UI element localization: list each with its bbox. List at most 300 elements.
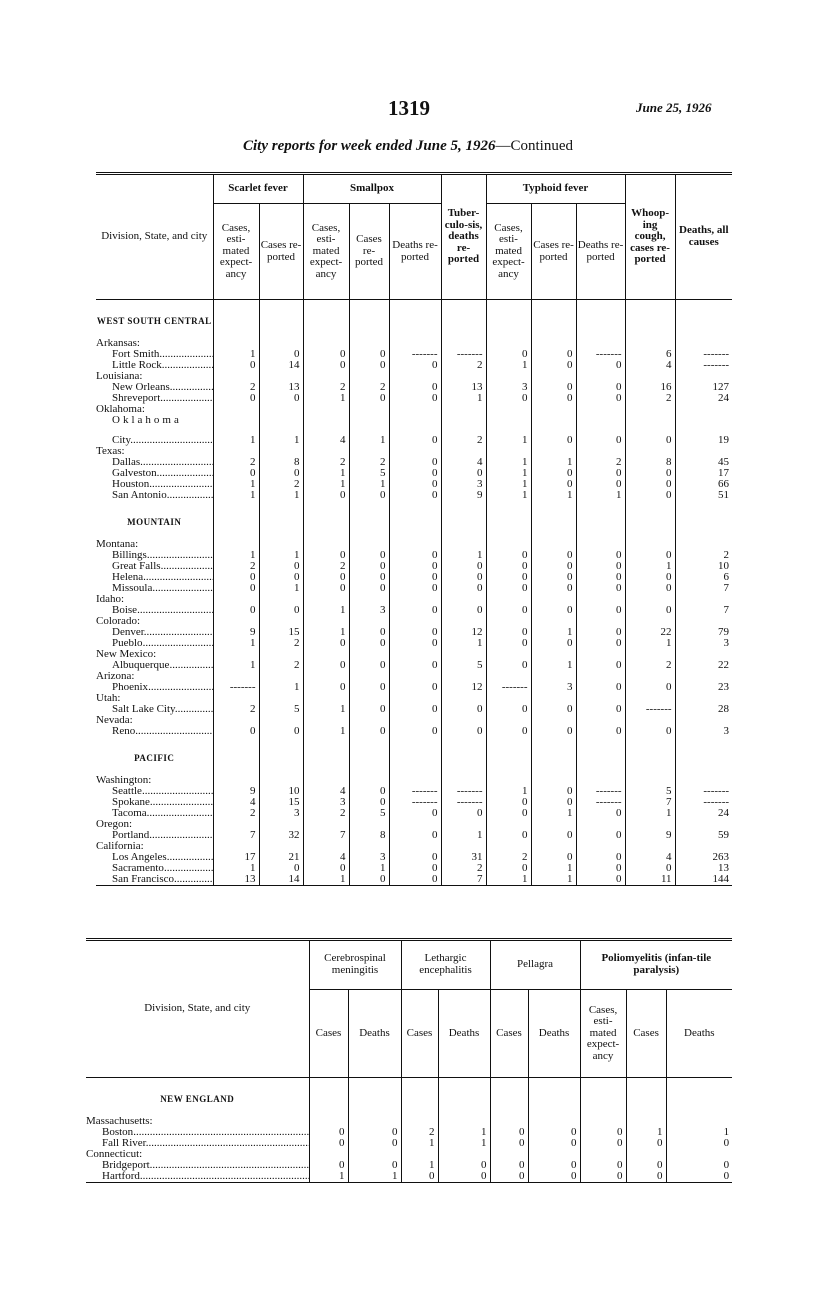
- value-cell: [389, 742, 441, 775]
- value-cell: 0: [441, 726, 486, 737]
- section-row: [96, 742, 732, 775]
- city-label: [96, 863, 213, 874]
- value-cell: [349, 305, 389, 338]
- value-cell: 0: [389, 874, 441, 886]
- row-label-text: Helena: [112, 572, 144, 583]
- polio-est-header: Cases, esti-mated expect-ancy: [580, 990, 626, 1078]
- value-cell: 0: [349, 660, 389, 671]
- value-cell: [531, 506, 576, 539]
- value-cell: 0: [213, 360, 259, 371]
- value-cell: 24: [675, 808, 732, 819]
- table-row: [96, 830, 732, 841]
- value-cell: 0: [531, 786, 576, 797]
- dot-leader: [161, 561, 213, 572]
- value-cell: 1: [349, 863, 389, 874]
- row-label-text: Boise: [112, 605, 138, 616]
- row-label-text: Houston: [112, 479, 150, 490]
- value-cell: 0: [309, 1138, 348, 1149]
- value-cell: 31: [441, 852, 486, 863]
- dot-leader: [143, 638, 213, 649]
- row-label-text: Spokane: [112, 797, 150, 808]
- state-row: [96, 715, 732, 726]
- value-cell: 0: [486, 808, 531, 819]
- value-cell: 0: [349, 726, 389, 737]
- value-cell: 6: [675, 572, 732, 583]
- value-cell: [303, 404, 349, 415]
- value-cell: 0: [576, 572, 625, 583]
- state-label: [96, 371, 213, 382]
- value-cell: 0: [666, 1171, 732, 1183]
- city-label: [96, 393, 213, 404]
- pellagra-header: Pellagra: [490, 940, 580, 990]
- value-cell: 59: [675, 830, 732, 841]
- row-label-text: Utah:: [96, 693, 121, 704]
- value-cell: 0: [528, 1160, 580, 1171]
- value-cell: 0: [389, 627, 441, 638]
- value-cell: 0: [528, 1138, 580, 1149]
- city-reports-table-upper: [96, 172, 732, 886]
- state-label: [96, 841, 213, 852]
- value-cell: [309, 1083, 348, 1116]
- value-cell: 144: [675, 874, 732, 886]
- value-cell: 1: [625, 638, 675, 649]
- table-row: [96, 415, 732, 426]
- table-row: [96, 726, 732, 737]
- row-label-text: Sacramento: [112, 863, 164, 874]
- value-cell: 9: [441, 490, 486, 501]
- value-cell: 0: [349, 797, 389, 808]
- value-cell: 0: [441, 583, 486, 594]
- value-cell: 0: [576, 830, 625, 841]
- value-cell: 1: [531, 627, 576, 638]
- value-cell: 2: [303, 808, 349, 819]
- value-cell: 0: [490, 1160, 528, 1171]
- value-cell: 0: [576, 660, 625, 671]
- value-cell: 7: [213, 830, 259, 841]
- value-cell: 1: [303, 726, 349, 737]
- value-cell: 1: [213, 479, 259, 490]
- value-cell: 0: [303, 682, 349, 693]
- value-cell: [213, 682, 259, 693]
- state-row: [96, 594, 732, 605]
- value-cell: [625, 305, 675, 338]
- value-cell: 0: [438, 1171, 490, 1183]
- value-cell: 0: [303, 349, 349, 360]
- value-cell: 1: [213, 490, 259, 501]
- dot-leader: [149, 830, 213, 841]
- value-cell: 1: [213, 349, 259, 360]
- row-label-text: Shreveport: [112, 393, 161, 404]
- value-cell: [625, 415, 675, 426]
- row-label-text: Fort Smith: [112, 349, 160, 360]
- value-cell: [675, 415, 732, 426]
- row-label-text: Oklahoma:: [96, 404, 145, 415]
- row-label-text: New Orleans: [112, 382, 170, 393]
- scarlet-rep-header: Cases re-ported: [259, 204, 303, 300]
- value-cell: 0: [531, 550, 576, 561]
- row-label-text: Pueblo: [112, 638, 143, 649]
- value-cell: 0: [348, 1160, 401, 1171]
- caption-continued: —Continued: [495, 138, 573, 154]
- value-cell: 0: [576, 638, 625, 649]
- value-cell: 0: [531, 852, 576, 863]
- value-cell: [531, 742, 576, 775]
- value-cell: 7: [675, 605, 732, 616]
- value-cell: 1: [259, 682, 303, 693]
- value-cell: 4: [213, 797, 259, 808]
- section-label: [96, 506, 213, 539]
- dot-leader: [137, 605, 213, 616]
- value-cell: 0: [576, 863, 625, 874]
- value-cell: 1: [531, 490, 576, 501]
- table-row: [96, 852, 732, 863]
- value-cell: [675, 404, 732, 415]
- value-cell: 1: [303, 627, 349, 638]
- section-row: [86, 1083, 732, 1116]
- city-label: [96, 360, 213, 371]
- value-cell: 0: [576, 605, 625, 616]
- dot-leader: [164, 863, 213, 874]
- value-cell: 1: [303, 479, 349, 490]
- state-row: [86, 1149, 732, 1160]
- value-cell: [576, 404, 625, 415]
- value-cell: 2: [213, 808, 259, 819]
- city-label: [96, 572, 213, 583]
- value-cell: 3: [675, 726, 732, 737]
- value-cell: [576, 506, 625, 539]
- polio-cases-header: Cases: [626, 990, 666, 1078]
- state-row: [96, 671, 732, 682]
- city-label: [96, 797, 213, 808]
- value-cell: 0: [576, 550, 625, 561]
- table-row: [86, 1127, 732, 1138]
- lethargic-deaths-header: Deaths: [438, 990, 490, 1078]
- row-label-text: Galveston: [112, 468, 157, 479]
- value-cell: 3: [259, 808, 303, 819]
- section-row: [96, 506, 732, 539]
- value-cell: 0: [486, 660, 531, 671]
- section-label: [86, 1083, 309, 1116]
- value-cell: 66: [675, 479, 732, 490]
- value-cell: 0: [576, 426, 625, 446]
- value-cell: 5: [349, 808, 389, 819]
- value-cell: 0: [389, 704, 441, 715]
- state-label: [96, 446, 213, 457]
- table-row: [96, 426, 732, 446]
- row-label-text: Fall River: [102, 1138, 146, 1149]
- value-cell: 1: [259, 426, 303, 446]
- value-cell: 17: [675, 468, 732, 479]
- poliomyelitis-header: Poliomyelitis (infan-tile paralysis): [580, 940, 732, 990]
- value-cell: 0: [349, 360, 389, 371]
- value-cell: 0: [531, 393, 576, 404]
- value-cell: 3: [486, 382, 531, 393]
- value-cell: 0: [389, 605, 441, 616]
- row-label-text: Oklahoma: [112, 415, 182, 426]
- city-label: [96, 382, 213, 393]
- row-label-text: Missoula: [112, 583, 153, 594]
- value-cell: 1: [401, 1160, 438, 1171]
- dot-leader: [147, 550, 213, 561]
- value-cell: 6: [625, 349, 675, 360]
- value-cell: 1: [438, 1127, 490, 1138]
- value-cell: 9: [625, 830, 675, 841]
- row-label-text: Denver: [112, 627, 144, 638]
- row-label-text: San Antonio: [112, 490, 167, 501]
- value-cell: 1: [486, 479, 531, 490]
- value-cell: 0: [389, 682, 441, 693]
- dot-leader: [149, 479, 213, 490]
- value-cell: [303, 742, 349, 775]
- value-cell: 0: [389, 457, 441, 468]
- value-cell: 1: [531, 863, 576, 874]
- value-cell: 1: [441, 393, 486, 404]
- value-cell: 1: [303, 874, 349, 886]
- typhoid-est-header: Cases, esti-mated expect-ancy: [486, 204, 531, 300]
- value-cell: 0: [490, 1138, 528, 1149]
- value-cell: 1: [531, 808, 576, 819]
- value-cell: 0: [486, 704, 531, 715]
- value-cell: 1: [626, 1127, 666, 1138]
- value-cell: 0: [625, 468, 675, 479]
- value-cell: 1: [531, 874, 576, 886]
- row-label-text: Salt Lake City: [112, 704, 175, 715]
- value-cell: 5: [259, 704, 303, 715]
- value-cell: 2: [401, 1127, 438, 1138]
- smallpox-deaths-header: Deaths re-ported: [389, 204, 441, 300]
- value-cell: 0: [531, 349, 576, 360]
- value-cell: 0: [576, 726, 625, 737]
- value-cell: 0: [486, 830, 531, 841]
- value-cell: [441, 305, 486, 338]
- city-label: [96, 638, 213, 649]
- value-cell: 1: [303, 704, 349, 715]
- row-label-text: San Francisco: [112, 874, 175, 885]
- dot-leader: [167, 852, 213, 863]
- value-cell: 0: [349, 874, 389, 886]
- table-row: [96, 349, 732, 360]
- value-cell: 0: [486, 863, 531, 874]
- value-cell: [625, 506, 675, 539]
- value-cell: 2: [441, 863, 486, 874]
- value-cell: 2: [259, 638, 303, 649]
- value-cell: [259, 506, 303, 539]
- value-cell: 0: [389, 583, 441, 594]
- table-row: [86, 1160, 732, 1171]
- city-label: [96, 550, 213, 561]
- row-label-text: Phoenix: [112, 682, 149, 693]
- city-label: [96, 704, 213, 715]
- value-cell: 1: [401, 1138, 438, 1149]
- value-cell: 0: [348, 1138, 401, 1149]
- value-cell: [531, 305, 576, 338]
- value-cell: 7: [625, 797, 675, 808]
- value-cell: 0: [666, 1160, 732, 1171]
- tuberculosis-header: Tuber-culo-sis, deaths re-ported: [441, 174, 486, 300]
- value-cell: [675, 360, 732, 371]
- value-cell: 0: [486, 638, 531, 649]
- state-row: [96, 649, 732, 660]
- value-cell: 2: [303, 457, 349, 468]
- cerebro-deaths-header: Deaths: [348, 990, 401, 1078]
- smallpox-rep-header: Cases re-ported: [349, 204, 389, 300]
- dot-leader: [143, 572, 213, 583]
- value-cell: 45: [675, 457, 732, 468]
- value-cell: 0: [349, 682, 389, 693]
- value-cell: 22: [625, 627, 675, 638]
- value-cell: [576, 742, 625, 775]
- value-cell: 0: [625, 726, 675, 737]
- value-cell: 2: [213, 561, 259, 572]
- value-cell: 0: [625, 682, 675, 693]
- value-cell: 0: [309, 1127, 348, 1138]
- row-label-text: Colorado:: [96, 616, 140, 627]
- value-cell: 19: [675, 426, 732, 446]
- dot-leader: [147, 808, 213, 819]
- value-cell: 10: [675, 561, 732, 572]
- section-label: [96, 305, 213, 338]
- value-cell: 1: [349, 479, 389, 490]
- value-cell: 0: [580, 1127, 626, 1138]
- value-cell: 0: [576, 382, 625, 393]
- dot-leader: [146, 1138, 309, 1149]
- row-label-text: Reno: [112, 726, 136, 737]
- table-row: [96, 874, 732, 886]
- value-cell: 9: [213, 627, 259, 638]
- value-cell: 4: [625, 852, 675, 863]
- division-header: Division, State, and city: [96, 174, 213, 300]
- value-cell: 0: [389, 660, 441, 671]
- value-cell: 2: [441, 360, 486, 371]
- value-cell: 8: [259, 457, 303, 468]
- value-cell: 0: [531, 572, 576, 583]
- value-cell: 15: [259, 627, 303, 638]
- dot-leader: [175, 704, 213, 715]
- value-cell: [349, 415, 389, 426]
- value-cell: [528, 1083, 580, 1116]
- state-label: [96, 671, 213, 682]
- value-cell: [486, 305, 531, 338]
- table-row: [96, 797, 732, 808]
- table1-body: [96, 300, 732, 886]
- row-label-text: New Mexico:: [96, 649, 157, 660]
- value-cell: 7: [441, 874, 486, 886]
- value-cell: 2: [486, 852, 531, 863]
- value-cell: 8: [625, 457, 675, 468]
- city-label: [96, 561, 213, 572]
- value-cell: 0: [349, 786, 389, 797]
- city-reports-table-lower: [86, 938, 732, 1183]
- value-cell: 0: [389, 572, 441, 583]
- value-cell: 0: [259, 863, 303, 874]
- state-row: [96, 446, 732, 457]
- value-cell: 0: [625, 550, 675, 561]
- value-cell: [625, 404, 675, 415]
- value-cell: 4: [303, 852, 349, 863]
- city-label: [96, 682, 213, 693]
- value-cell: 0: [441, 808, 486, 819]
- value-cell: [486, 415, 531, 426]
- value-cell: 13: [259, 382, 303, 393]
- row-label-text: Idaho:: [96, 594, 125, 605]
- value-cell: 10: [259, 786, 303, 797]
- value-cell: 1: [486, 490, 531, 501]
- value-cell: 0: [576, 468, 625, 479]
- value-cell: 1: [531, 660, 576, 671]
- value-cell: 5: [441, 660, 486, 671]
- value-cell: 0: [576, 808, 625, 819]
- value-cell: 0: [531, 605, 576, 616]
- value-cell: 17: [213, 852, 259, 863]
- value-cell: 2: [625, 393, 675, 404]
- value-cell: 1: [348, 1171, 401, 1183]
- value-cell: 0: [486, 572, 531, 583]
- value-cell: [213, 404, 259, 415]
- value-cell: 0: [580, 1138, 626, 1149]
- value-cell: 0: [213, 605, 259, 616]
- value-cell: 0: [576, 583, 625, 594]
- value-cell: 0: [490, 1127, 528, 1138]
- dot-leader: [159, 349, 213, 360]
- value-cell: 1: [441, 830, 486, 841]
- row-label-text: City: [112, 434, 131, 446]
- value-cell: 2: [213, 457, 259, 468]
- value-cell: 0: [531, 479, 576, 490]
- value-cell: 1: [486, 874, 531, 886]
- city-label: [96, 852, 213, 863]
- table-row: [96, 550, 732, 561]
- value-cell: 5: [625, 786, 675, 797]
- value-cell: 0: [486, 797, 531, 808]
- value-cell: 13: [441, 382, 486, 393]
- table-row: [96, 572, 732, 583]
- value-cell: 0: [389, 830, 441, 841]
- value-cell: 0: [349, 704, 389, 715]
- value-cell: 28: [675, 704, 732, 715]
- row-label-text: Los Angeles: [112, 852, 167, 863]
- section-row: [96, 305, 732, 338]
- typhoid-fever-header: Typhoid fever: [486, 174, 625, 204]
- value-cell: 11: [625, 874, 675, 886]
- value-cell: 0: [625, 479, 675, 490]
- value-cell: 0: [349, 638, 389, 649]
- value-cell: [401, 1083, 438, 1116]
- value-cell: 51: [675, 490, 732, 501]
- row-label-text: Billings: [112, 550, 147, 561]
- table-row: [96, 863, 732, 874]
- value-cell: [675, 305, 732, 338]
- dot-leader: [150, 1160, 309, 1171]
- value-cell: 0: [259, 561, 303, 572]
- value-cell: [349, 742, 389, 775]
- table-row: [96, 382, 732, 393]
- row-label-text: Nevada:: [96, 715, 133, 726]
- row-label-text: Connecticut:: [86, 1149, 143, 1160]
- table-row: [86, 1171, 732, 1183]
- pellagra-deaths-header: Deaths: [528, 990, 580, 1078]
- value-cell: 0: [303, 660, 349, 671]
- value-cell: 21: [259, 852, 303, 863]
- value-cell: 1: [259, 550, 303, 561]
- caption-italic: City reports for week ended June 5, 1926: [243, 138, 496, 154]
- city-label: [96, 479, 213, 490]
- value-cell: 0: [303, 490, 349, 501]
- table-row: [96, 808, 732, 819]
- value-cell: [675, 742, 732, 775]
- value-cell: [576, 415, 625, 426]
- row-label-text: Tacoma: [112, 808, 147, 819]
- scarlet-fever-header: Scarlet fever: [213, 174, 303, 204]
